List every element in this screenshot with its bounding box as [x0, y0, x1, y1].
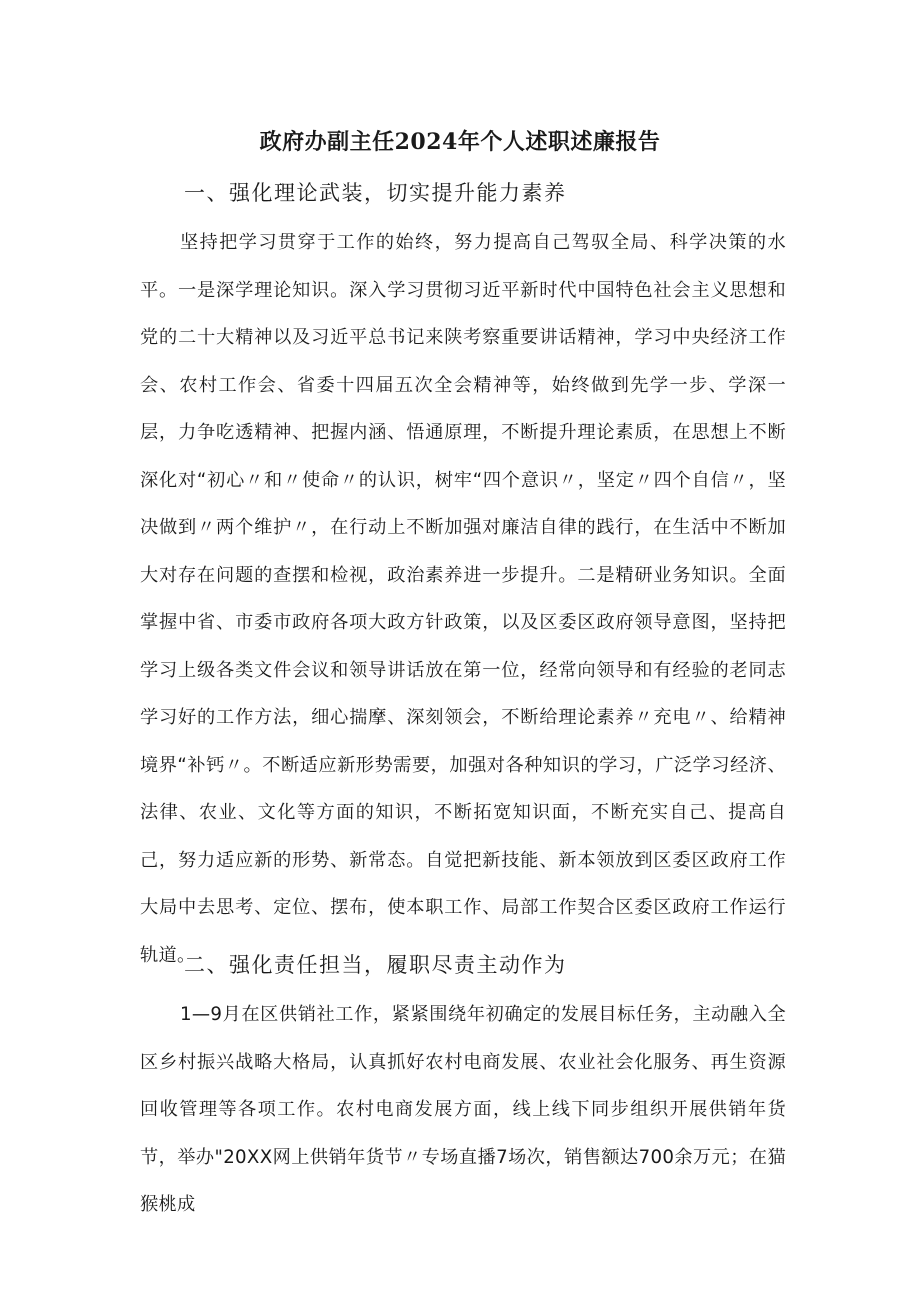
section-paragraph-1: 坚持把学习贯穿于工作的始终，努力提高自己驾驭全局、科学决策的水平。一是深学理论知识。深入学习贯彻习近平新时代中国特色社会主义思想和党的二十大精神以及习近平总书记来陕考察重要讲话精神，学习中央经济工作会、农村工作会、省委十四届五次全会精神等，始终做到先学一步、学深一层，力争吃透精神、把握内涵、悟通原理，不断提升理论素质，在思想上不断深化对“初心〃和〃使命〃的认识，树牢“四个意识〃，坚定〃四个自信〃，坚决做到〃两个维护〃，在行动上不断加强对廉洁自律的践行，在生活中不断加大对存在问题的查摆和检视，政治素养进一步提升。二是精研业务知识。全面掌握中省、市委市政府各项大政方针政策，以及区委区政府领导意图，坚持把学习上级各类文件会议和领导讲话放在第一位，经常向领导和有经验的老同志学习好的工作方法，细心揣摩、深刻领会，不断给理论素养〃充电〃、给精神境界“补钙〃。不断适应新形势需要，加强对各种知识的学习，广泛学习经济、法律、农业、文化等方面的知识，不断拓宽知识面，不断充实自己、提高自己，努力适应新的形势、新常态。自觉把新技能、新本领放到区委区政府工作大局中去思考、定位、摆布，使本职工作、局部工作契合区委区政府工作运行轨道。 [140, 232, 786, 966]
document-title: 政府办副主任2024年个人述职述廉报告 [259, 129, 661, 155]
section-heading-1: 一、强化理论武装，切实提升能力素养 [184, 181, 567, 205]
section-heading-2: 二、强化责任担当，履职尽责主动作为 [184, 953, 567, 977]
section-paragraph-2: 1—9月在区供销社工作，紧紧围绕年初确定的发展目标任务，主动融入全区乡村振兴战略大格局，认真抓好农村电商发展、农业社会化服务、再生资源回收管理等各项工作。农村电商发展方面，线上线下同步组织开展供销年货节，举办"20XX网上供销年货节〃专场直播7场次，销售额达700余万元；在猫猴桃成 [140, 1004, 786, 1215]
